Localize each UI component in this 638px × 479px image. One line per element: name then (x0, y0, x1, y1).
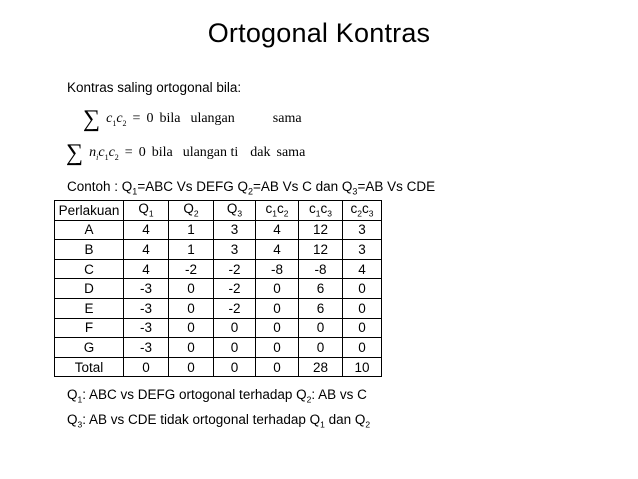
value-cell: 0 (343, 298, 382, 318)
value-cell: 0 (256, 279, 299, 299)
treatment-cell: A (55, 220, 124, 240)
treatment-cell: Total (55, 357, 124, 377)
example-line: Contoh : $Q_1=ABC$ Vs DEFG $Q_2=AB$ Vs C dan $Q_3=AB$ Vs CDE (67, 179, 436, 197)
table-row (55, 357, 382, 377)
column-header: $Q_2$ (169, 201, 214, 221)
value-cell: -2 (214, 279, 256, 299)
treatment-cell: C (55, 259, 124, 279)
value-cell: 0 (343, 279, 382, 299)
value-cell: 0 (214, 338, 256, 358)
treatment-cell: B (55, 240, 124, 260)
value-cell: -3 (124, 338, 169, 358)
value-cell: -8 (299, 259, 343, 279)
table-row (55, 318, 382, 338)
value-cell: 4 (256, 220, 299, 240)
slide-title: Ortogonal Kontras (207, 18, 431, 48)
value-cell: 0 (169, 279, 214, 299)
value-cell: 0 (214, 318, 256, 338)
value-cell: 3 (214, 240, 256, 260)
value-cell: -2 (214, 259, 256, 279)
value-cell: 0 (256, 357, 299, 377)
table-row (55, 338, 382, 358)
value-cell: -3 (124, 279, 169, 299)
value-cell: 0 (256, 298, 299, 318)
value-cell: 4 (124, 240, 169, 260)
table-header-row (55, 201, 382, 221)
value-cell: 1 (169, 220, 214, 240)
intro-text: Kontras saling ortogonal bila: (67, 80, 242, 95)
table-row (55, 298, 382, 318)
value-cell: -8 (256, 259, 299, 279)
value-cell: 0 (169, 318, 214, 338)
notes (67, 385, 370, 434)
contrast-table (54, 200, 382, 377)
table-row (55, 259, 382, 279)
value-cell: 0 (124, 357, 169, 377)
value-cell: 28 (299, 357, 343, 377)
value-cell: 0 (343, 338, 382, 358)
value-cell: 3 (214, 220, 256, 240)
value-cell: -2 (169, 259, 214, 279)
table-row (55, 220, 382, 240)
sigma-symbol: ∑ (66, 140, 84, 166)
value-cell: 6 (299, 279, 343, 299)
value-cell: 4 (343, 259, 382, 279)
table-row (55, 279, 382, 299)
value-cell: 0 (299, 338, 343, 358)
value-cell: -3 (124, 318, 169, 338)
value-cell: 4 (124, 259, 169, 279)
column-header: $c_2c_3$ (343, 201, 382, 221)
value-cell: -3 (124, 298, 169, 318)
value-cell: 3 (343, 240, 382, 260)
value-cell: 0 (299, 318, 343, 338)
value-cell: 10 (343, 357, 382, 377)
value-cell: 0 (214, 357, 256, 377)
table-row (55, 240, 382, 260)
value-cell: 0 (256, 338, 299, 358)
value-cell: 1 (169, 240, 214, 260)
treatment-cell: E (55, 298, 124, 318)
column-header: $c_1c_3$ (299, 201, 343, 221)
value-cell: 0 (169, 357, 214, 377)
column-header: Perlakuan (55, 201, 124, 221)
value-cell: 6 (299, 298, 343, 318)
value-cell: -2 (214, 298, 256, 318)
column-header: $Q_3$ (214, 201, 256, 221)
note-q3: $Q_3$: AB vs CDE tidak ortogonal terhadap $Q_1$ dan $Q_2$ (67, 411, 371, 430)
column-header: $Q_1$ (124, 201, 169, 221)
value-cell: 12 (299, 240, 343, 260)
formula-condition-equal-reps: ∑ $c_1c_2 = 0$ bila ulangan sama (83, 106, 302, 132)
note-q1-q2: $Q_1$: ABC vs DEFG ortogonal terhadap $Q_2$: AB vs C (67, 387, 367, 405)
treatment-cell: G (55, 338, 124, 358)
sigma-symbol: ∑ (83, 106, 101, 132)
treatment-cell: F (55, 318, 124, 338)
value-cell: 0 (169, 338, 214, 358)
value-cell: 0 (343, 318, 382, 338)
treatment-cell: D (55, 279, 124, 299)
value-cell: 0 (169, 298, 214, 318)
value-cell: 4 (256, 240, 299, 260)
column-header: $c_1c_2$ (256, 201, 299, 221)
value-cell: 12 (299, 220, 343, 240)
value-cell: 4 (124, 220, 169, 240)
value-cell: 3 (343, 220, 382, 240)
value-cell: 0 (256, 318, 299, 338)
formula-condition-unequal-reps: ∑ $n_ic_1c_2 = 0$ bila ulangan ti dak sama (66, 140, 306, 166)
